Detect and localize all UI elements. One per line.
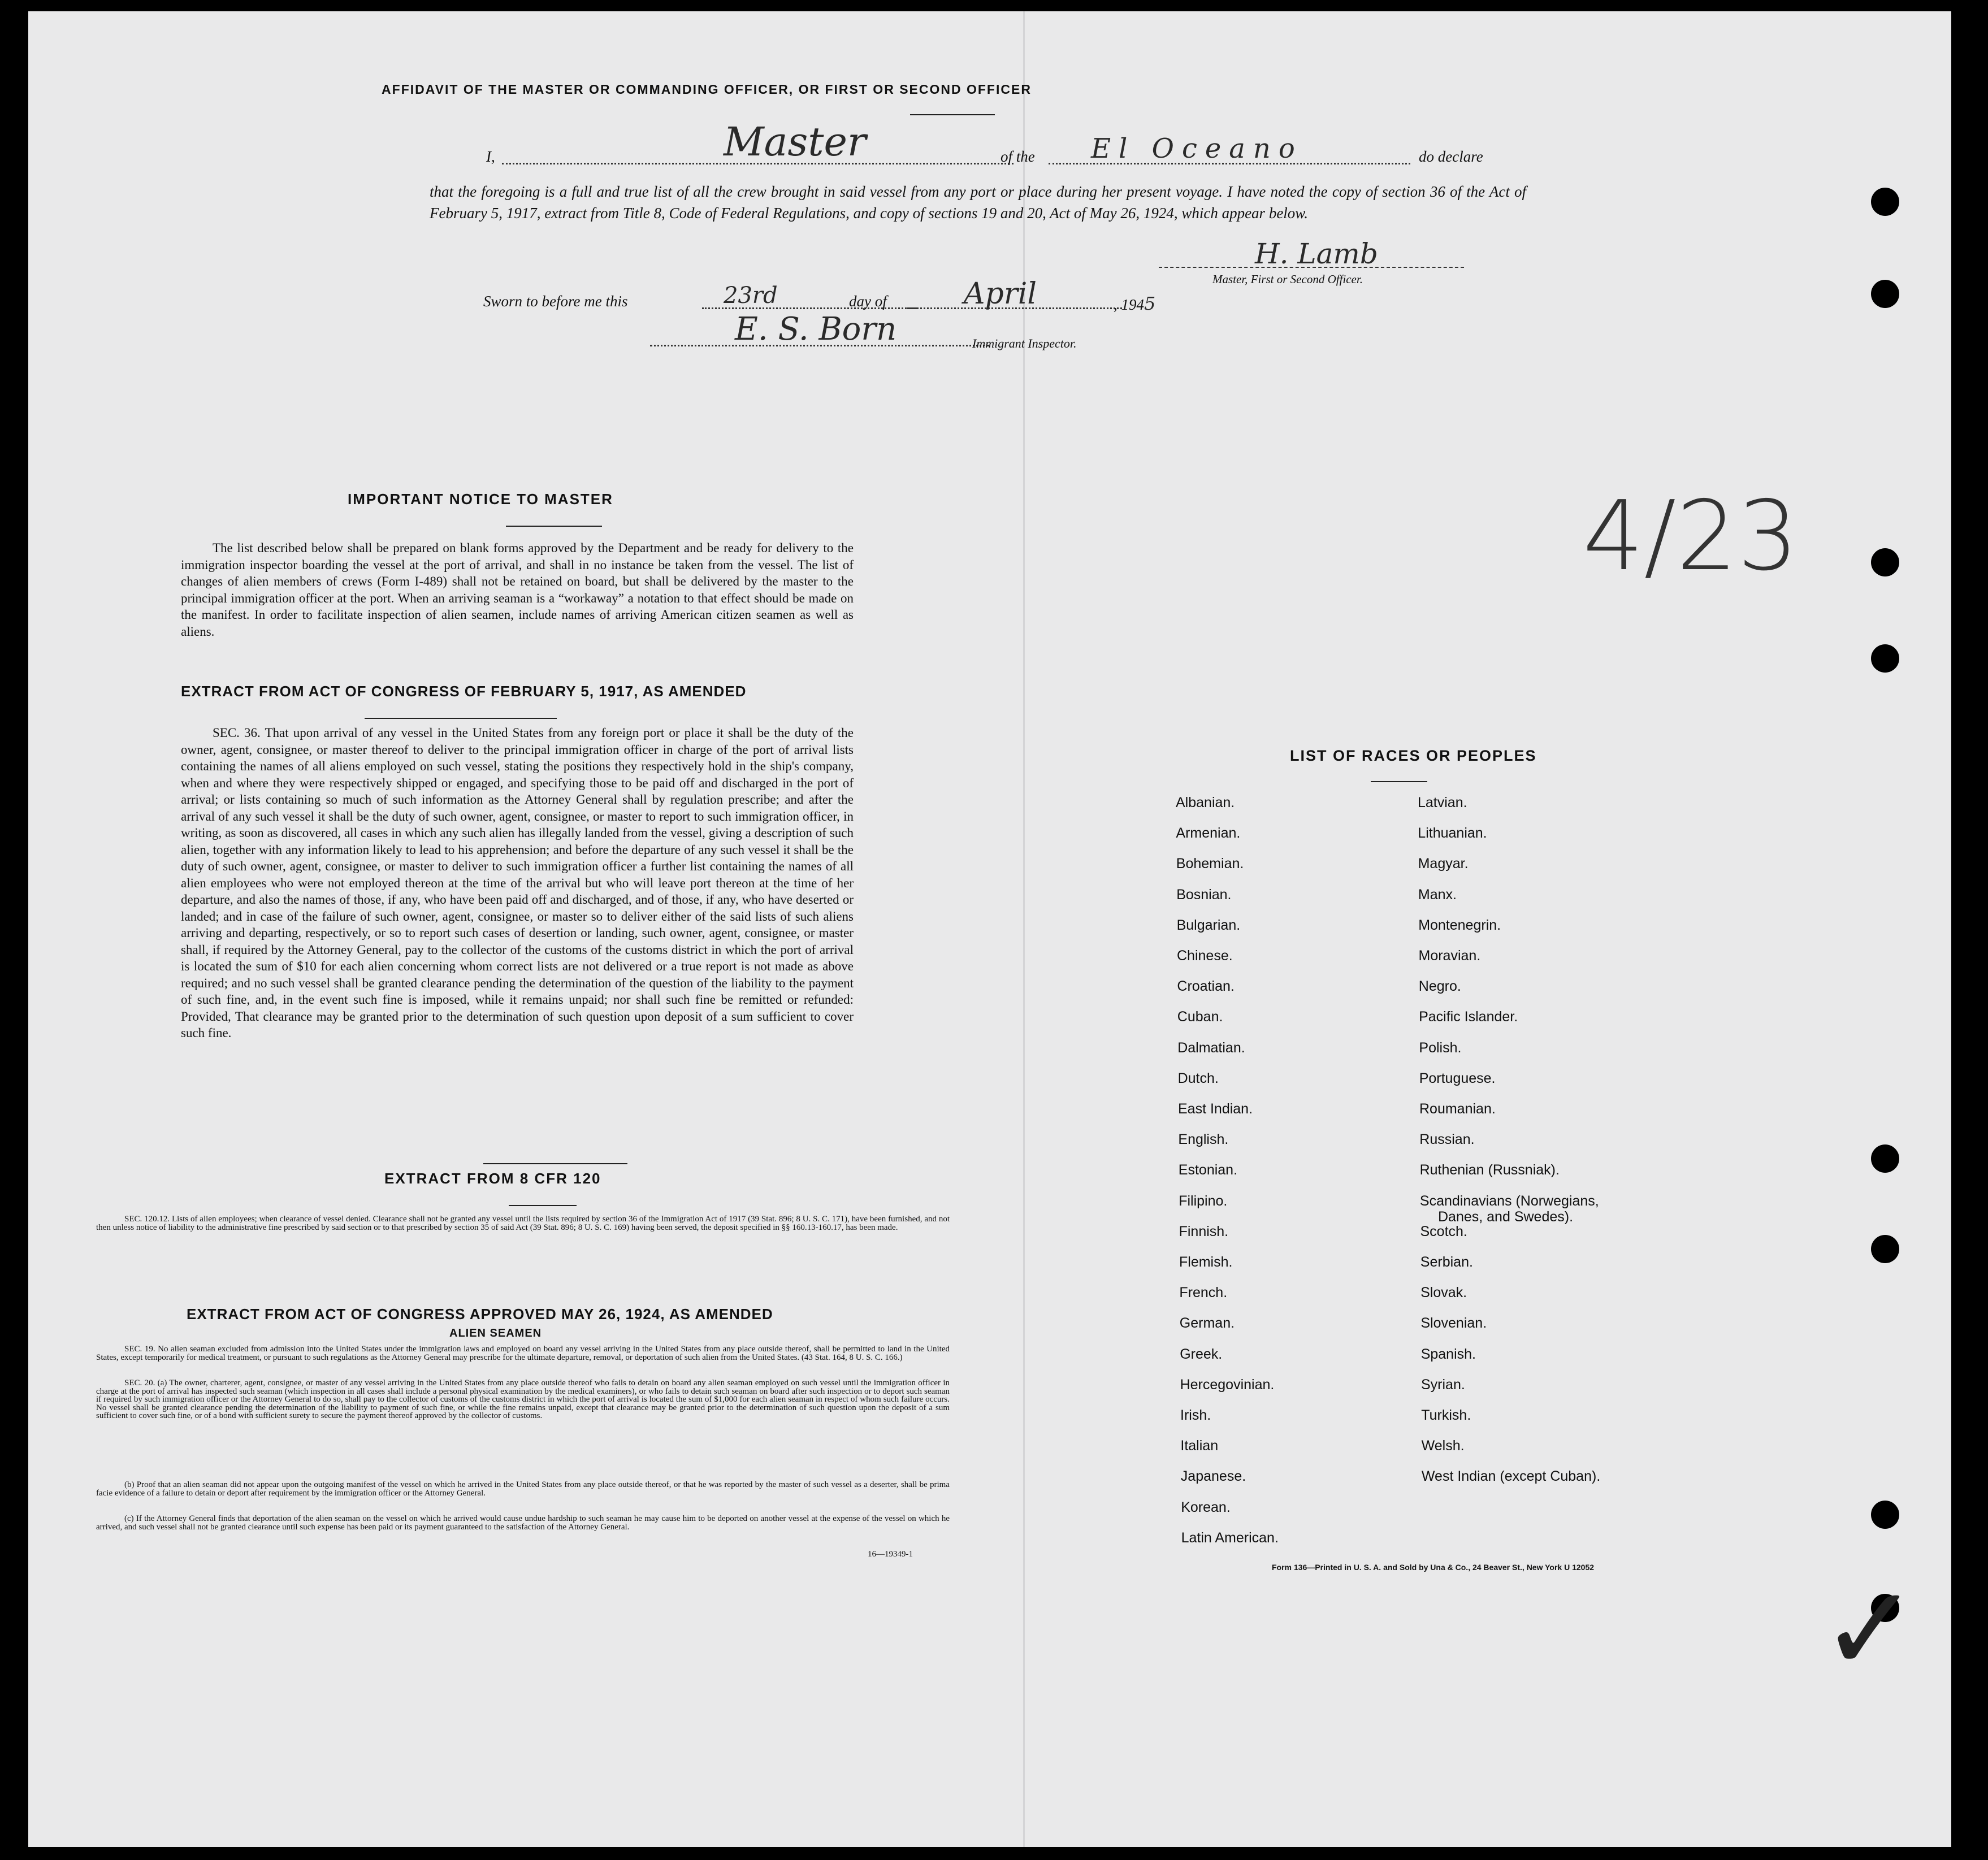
race-item: Ruthenian (Russniak). [1419, 1162, 1560, 1178]
punch-hole [1871, 644, 1899, 673]
race-item: Magyar. [1418, 856, 1469, 872]
race-item: Slovenian. [1420, 1315, 1487, 1332]
race-item: Finnish. [1179, 1223, 1229, 1239]
race-item: Flemish. [1179, 1254, 1233, 1270]
punch-hole [1871, 548, 1899, 576]
race-item: Manx. [1418, 886, 1457, 903]
notice-title: IMPORTANT NOTICE TO MASTER [348, 491, 613, 508]
race-item: Moravian. [1418, 948, 1481, 964]
extract-1924-title: EXTRACT FROM ACT OF CONGRESS APPROVED MAY 26, 1924, AS AMENDED [187, 1306, 773, 1323]
extract-1917-title-rule [365, 718, 557, 719]
race-item: Polish. [1419, 1039, 1462, 1056]
race-item: Roumanian. [1419, 1101, 1496, 1117]
punch-hole [1871, 188, 1899, 216]
affidavit-i-label: I, [486, 148, 495, 165]
race-item: Latin American. [1181, 1529, 1279, 1546]
punch-hole [1871, 1144, 1899, 1173]
sworn-day-handwritten: 23rd [724, 283, 778, 309]
inspector-caption: Immigrant Inspector. [972, 336, 1077, 350]
race-item: Dutch. [1177, 1070, 1219, 1086]
race-item: Croatian. [1177, 978, 1235, 995]
vessel-handwritten: El Oceano [1091, 133, 1303, 164]
inspector-signature: E. S. Born [735, 311, 897, 348]
race-item: Danes, and Swedes). [1438, 1208, 1574, 1225]
race-item: Filipino. [1179, 1193, 1228, 1209]
extract-cfr-title-rule [509, 1205, 577, 1206]
race-item: Scandinavians (Norwegians, [1419, 1193, 1599, 1209]
race-item: Japanese. [1180, 1468, 1246, 1485]
race-item: Scotch. [1420, 1223, 1467, 1239]
race-item: Montenegrin. [1418, 917, 1501, 933]
do-declare-label: do declare [1419, 148, 1483, 165]
extract-1924-sec20a: SEC. 20. (a) The owner, charterer, agent, consignee, or master of any vessel arriving in the United States from any place outside thereof who fails to detain on board any alien seaman employed on such vessel until the immigration officer in charge at the port of arrival has inspected such seaman (which inspection in all cases shall include a personal physical examination by the medical examiners), or who fails to detain such seaman on board after such inspection or to deport such seaman if required by such immigration officer or the Attorney General to do so, shall pay to the collector of customs of the customs district in which the port of arrival is located the sum of $1,000 for each alien seaman in respect of whom such failure occurs. No vessel shall be granted clearance pending the determination of the liability to payment of such fine, or while the fine remains unpaid, except that clearance may be granted prior to the determination of such question upon the deposit of a sum sufficient to cover such fine, or of a bond with sufficient surety to secure the payment thereof approved by the collector of customs. [96, 1378, 950, 1421]
form-code: 16—19349-1 [868, 1550, 913, 1559]
master-signature: H. Lamb [1255, 237, 1378, 270]
race-item: Bulgarian. [1176, 917, 1241, 933]
race-item: East Indian. [1178, 1101, 1253, 1117]
sworn-label: Sworn to before me this [483, 293, 628, 310]
race-item: Estonian. [1178, 1162, 1238, 1178]
officer-handwritten: Master [724, 119, 867, 165]
year-prefix: , 194 [1114, 296, 1144, 313]
affidavit-declaration: that the foregoing is a full and true list of all the crew brought in said vessel from any port or place during her present voyage. I have noted the copy of section 36 of the Act of February 5, 1917, extract from Title 8, Code of Federal Regulations, and copy of sections 19 and 20, Act of May 26, 1924, which appear below. [430, 183, 1526, 222]
race-item: Bosnian. [1176, 886, 1232, 903]
race-item: Welsh. [1421, 1438, 1465, 1454]
race-item: Latvian. [1418, 795, 1467, 810]
race-item: Hercegovinian. [1180, 1376, 1275, 1393]
races-title: LIST OF RACES OR PEOPLES [1290, 747, 1537, 764]
race-item: Pacific Islander. [1419, 1009, 1518, 1025]
punch-hole [1871, 1235, 1899, 1263]
year-label [1114, 293, 1155, 314]
race-item: Lithuanian. [1418, 825, 1487, 842]
race-item: Spanish. [1420, 1346, 1476, 1362]
races-title-rule [1371, 781, 1427, 782]
race-item: French. [1179, 1285, 1228, 1301]
punch-hole [1871, 1501, 1899, 1529]
race-item: Cuban. [1177, 1009, 1223, 1025]
race-item: Bohemian. [1176, 856, 1244, 872]
race-item: Turkish. [1421, 1407, 1471, 1423]
notice-text: The list described below shall be prepared on blank forms approved by the Department and be ready for delivery to the immigration inspector boarding the vessel at the port of arrival, and shall in no instance be taken from the vessel. The list of changes of alien members of crews (Form I-489) shall not be retained on board, but shall be delivered by the master to the principal immigration officer at the port. When an arriving seaman is a “workaway” a notation to that effect should be made on the manifest. In order to facilitate inspection of alien seamen, include names of arriving American citizen seamen as well as aliens. [181, 541, 854, 639]
race-item: Russian. [1419, 1131, 1475, 1148]
extract-1924-sec20c: (c) If the Attorney General finds that deportation of the alien seaman on the vessel on which he arrived would cause undue hardship to such seaman he may cause him to be deported on another vessel at the expense of the vessel on which he arrived, and such vessel shall not be granted clearance until such expense has been paid or its payment guaranteed to the satisfaction of the Attorney General. [96, 1514, 950, 1532]
race-item: Chinese. [1177, 948, 1233, 964]
extract-cfr-title: EXTRACT FROM 8 CFR 120 [384, 1170, 601, 1187]
day-of-label: day of [849, 293, 887, 310]
extract-1924-sec19: SEC. 19. No alien seaman excluded from admission into the United States under the immigration laws and employed on board any vessel arriving in the United States from any place outside thereof, shall be permitted to land in the United States, except temporarily for medical treatment, or pursuant to such regulations as the Attorney General may prescribe for the ultimate departure, removal, or deportation of such alien from the United States. (43 Stat. 164, 8 U. S. C. 166.) [96, 1345, 950, 1362]
extract-1924-sec20b: (b) Proof that an alien seaman did not appear upon the outgoing manifest of the vessel on which he arrived in the United States from any place outside thereof, or that he was reported by the master of such vessel as a deserter, shall be prima facie evidence of a failure to detain or deport after requirement by the immigration officer or the Attorney General. [96, 1480, 950, 1498]
race-item: English. [1178, 1131, 1229, 1148]
punch-hole [1871, 280, 1899, 308]
signature-line [1159, 267, 1464, 268]
affidavit-title-rule [910, 114, 995, 115]
race-item: Syrian. [1421, 1376, 1465, 1393]
year-digit-handwritten: 5 [1144, 293, 1156, 314]
margin-note-handwritten: 4/23 [1583, 480, 1799, 592]
affidavit-title: AFFIDAVIT OF THE MASTER OR COMMANDING OFFICER, OR FIRST OR SECOND OFFICER [382, 82, 1032, 97]
race-item: Serbian. [1420, 1254, 1473, 1270]
race-item: Negro. [1418, 978, 1461, 995]
race-item: German. [1179, 1315, 1235, 1332]
notice-title-rule [506, 526, 602, 527]
race-item: Portuguese. [1419, 1070, 1496, 1086]
extract-1917-end-rule [483, 1163, 627, 1164]
race-item: Slovak. [1420, 1285, 1467, 1301]
race-item: Armenian. [1176, 825, 1241, 842]
printer-footer: Form 136—Printed in U. S. A. and Sold by Una & Co., 24 Beaver St., New York U 12052 [1272, 1563, 1595, 1572]
race-item: West Indian (except Cuban). [1421, 1468, 1601, 1485]
race-item: Greek. [1180, 1346, 1223, 1362]
signature-caption: Master, First or Second Officer. [1212, 272, 1363, 286]
extract-1917-text: SEC. 36. That upon arrival of any vessel in the United States from any foreign port or place it shall be the duty of the owner, agent, consignee, or master thereof to deliver to the principal immigration officer in charge of the port of arrival lists containing the names of all aliens employed on such vessel, stating the positions they respectively hold in the ship's company, when and where they were respectively shipped or engaged, and specifying those to be paid off and discharged in the port of arrival; or lists containing so much of such information as the Attorney General shall by regulation prescribe; and after the arrival of any such vessel it shall be the duty of such owner, agent, consignee, or master to report to such immigration officer, in writing, as soon as discovered, all cases in which any such alien has illegally landed from the vessel, giving a description of such alien, together with any information likely to lead to his apprehension; and before the departure of any such vessel it shall be the duty of such owner, agent, consignee, or master to deliver to such immigration officer a further list containing the names of all alien employees who were not employed thereon at the time of the arrival but who will leave port thereon at the time of her departure, and also the names of those, if any, who have been paid off and discharged, and of those, if any, who have deserted or landed; and in case of the failure of such owner, agent, consignee, or master so to deliver either of the said lists of such aliens arriving and departing, respectively, or so to report such cases of desertion or landing, such owner, agent, consignee, or master shall, if required by the Attorney General, pay to the collector of the customs of the customs district in which the port of arrival is located the sum of $10 for each alien concerning whom correct lists are not delivered or a true report is not made as above required; and no such vessel shall be granted clearance pending the determination of the question of the liability to the payment of such fine, and, in the event such fine is imposed, while it remains unpaid; nor shall such fine be remitted or refunded: Provided, That clearance may be granted prior to the determination of such question upon deposit of a sum sufficient to cover such fine. [181, 726, 854, 1040]
race-item: Albanian. [1176, 795, 1235, 810]
race-item: Dalmatian. [1177, 1039, 1245, 1056]
race-item: Korean. [1181, 1499, 1231, 1515]
race-item: Italian [1180, 1438, 1219, 1454]
extract-1924-subtitle: ALIEN SEAMEN [449, 1327, 542, 1339]
extract-1917-title: EXTRACT FROM ACT OF CONGRESS OF FEBRUARY 5, 1917, AS AMENDED [181, 683, 747, 700]
check-mark: ✓ [1820, 1560, 1920, 1698]
of-the-label: of the [1001, 148, 1035, 165]
document-page [28, 11, 1951, 1847]
race-item: Irish. [1180, 1407, 1211, 1423]
extract-cfr-text: SEC. 120.12. Lists of alien employees; when clearance of vessel denied. Clearance shall not be granted any vessel until the lists required by section 36 of the Immigration Act of 1917 (39 Stat. 896; 8 U. S. C. 171), have been furnished, and not then unless notice of liability to the administrative fine prescribed by said section or to that prescribed by section 35 of said Act (39 Stat. 896; 8 U. S. C. 169) having been served, the deposit specified in §§ 160.13-160.17, has been made. [96, 1215, 950, 1232]
sworn-month-handwritten: April [964, 277, 1037, 311]
